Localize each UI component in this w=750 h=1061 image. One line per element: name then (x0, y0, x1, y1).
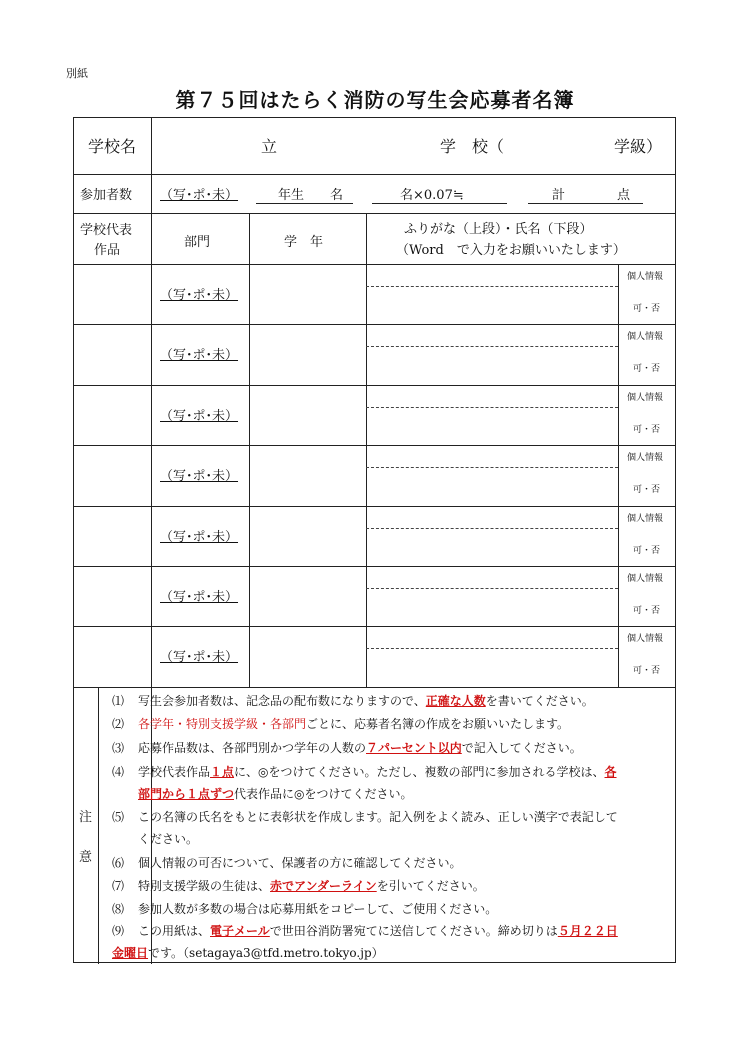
furigana-divider (366, 346, 618, 347)
entry-category: （写･ポ･未） (160, 469, 239, 485)
attachment-label: 別紙 (66, 67, 88, 80)
privacy-consent: 可・否 (633, 304, 661, 314)
row-divider (74, 566, 675, 567)
school-gakkyu: 学級） (614, 137, 663, 156)
formula-field: 名×0.07≒ (372, 184, 507, 204)
note-8: ⑻ 参加人数が多数の場合は応募用紙をコピーして、ご使用ください。 (112, 902, 498, 916)
note-6: ⑹ 個人情報の可否について、保護者の方に確認してください。 (112, 856, 462, 870)
privacy-label: 個人情報 (627, 272, 664, 282)
privacy-label: 個人情報 (627, 453, 664, 464)
note-4: ⑷ 学校代表作品１点に、◎をつけてください。ただし、複数の部門に参加される学校は、各 (112, 765, 617, 779)
note-7: ⑺ 特別支援学級の生徒は、赤でアンダーラインを引いてください。 (112, 879, 485, 893)
col-divider (151, 174, 152, 213)
row-divider (74, 626, 675, 627)
privacy-label: 個人情報 (627, 513, 664, 524)
row-divider (74, 213, 675, 214)
privacy-consent: 可・否 (633, 364, 661, 375)
grade-label: 学 年 (284, 235, 324, 250)
row-divider (74, 385, 675, 386)
entry-category: （写･ポ･未） (160, 650, 239, 666)
notes-divider (98, 687, 99, 964)
privacy-label: 個人情報 (627, 634, 664, 645)
col-divider (151, 118, 152, 174)
note-5: ⑸ この名簿の氏名をもとに表彰状を作成します。記入例をよく読み、正しい漢字で表記して (112, 810, 618, 824)
participants-label: 参加者数 (80, 188, 133, 203)
notes-label-2: 意 (79, 850, 93, 865)
privacy-consent: 可・否 (633, 485, 661, 496)
privacy-label: 個人情報 (627, 332, 664, 343)
note-4-cont: 部門から１点ずつ代表作品に◎をつけてください。 (138, 787, 413, 801)
col-divider (249, 213, 250, 687)
privacy-col-divider (618, 626, 619, 686)
row-divider (74, 264, 675, 265)
row-divider (74, 174, 675, 175)
participants-category: （写･ポ･未） (160, 188, 239, 203)
privacy-col-divider (618, 566, 619, 626)
privacy-label: 個人情報 (627, 392, 664, 403)
rep-work-label-2: 作品 (94, 243, 121, 258)
privacy-consent: 可・否 (633, 606, 661, 616)
row-divider (74, 687, 675, 688)
note-5-cont: ください。 (138, 832, 199, 846)
furigana-divider (366, 528, 618, 529)
entry-category: （写･ポ･未） (160, 529, 239, 545)
school-ritsu: 立 (261, 137, 278, 156)
entry-category: （写･ポ･未） (160, 590, 239, 605)
row-divider (74, 324, 675, 325)
col-divider (366, 213, 367, 687)
name-label: ふりがな（上段）・氏名（下段） (404, 222, 593, 237)
school-gakko: 学 校（ (440, 137, 505, 156)
note-9: ⑼ この用紙は、電子メールで世田谷消防署宛てに送信してください。締め切りは５月２２日 (112, 924, 618, 938)
furigana-divider (366, 286, 618, 287)
note-2: ⑵ 各学年・特別支援学級・各部門ごとに、応募者名簿の作成をお願いいたします。 (112, 717, 570, 731)
page-title: 第７５回はたらく消防の写生会応募者名簿 (175, 88, 575, 112)
privacy-consent: 可・否 (633, 666, 661, 677)
row-divider (74, 506, 675, 507)
privacy-col-divider (618, 385, 619, 445)
school-name-label: 学校名 (88, 137, 137, 156)
entry-category: （写･ポ･未） (160, 348, 239, 364)
note-9-cont: 金曜日です。（setagaya3@tfd.metro.tokyo.jp） (112, 946, 384, 960)
note-1: ⑴ 写生会参加者数は、記念品の配布数になりますので、正確な人数を書いてください。 (112, 694, 594, 708)
furigana-divider (366, 467, 618, 468)
privacy-consent: 可・否 (633, 545, 661, 556)
entry-category: （写･ポ･未） (160, 408, 239, 424)
rep-work-label: 学校代表 (80, 223, 133, 238)
notes-label-1: 注 (79, 810, 93, 825)
privacy-col-divider (618, 445, 619, 505)
name-label-note: （Word で入力をお願いいたします） (396, 243, 626, 258)
furigana-divider (366, 648, 618, 649)
privacy-consent: 可・否 (633, 424, 661, 435)
note-3: ⑶ 応募作品数は、各部門別かつ学年の人数の７パーセント以内で記入してください。 (112, 741, 582, 755)
dept-label: 部門 (184, 235, 211, 250)
furigana-divider (366, 407, 618, 408)
grade-count-field: 年生 名 (256, 184, 353, 204)
privacy-label: 個人情報 (627, 574, 664, 584)
privacy-col-divider (618, 324, 619, 384)
furigana-divider (366, 588, 618, 589)
privacy-col-divider (618, 264, 619, 324)
row-divider (74, 445, 675, 446)
privacy-col-divider (618, 506, 619, 566)
total-field: 計 点 (528, 184, 643, 204)
entry-category: （写･ポ･未） (160, 288, 239, 303)
